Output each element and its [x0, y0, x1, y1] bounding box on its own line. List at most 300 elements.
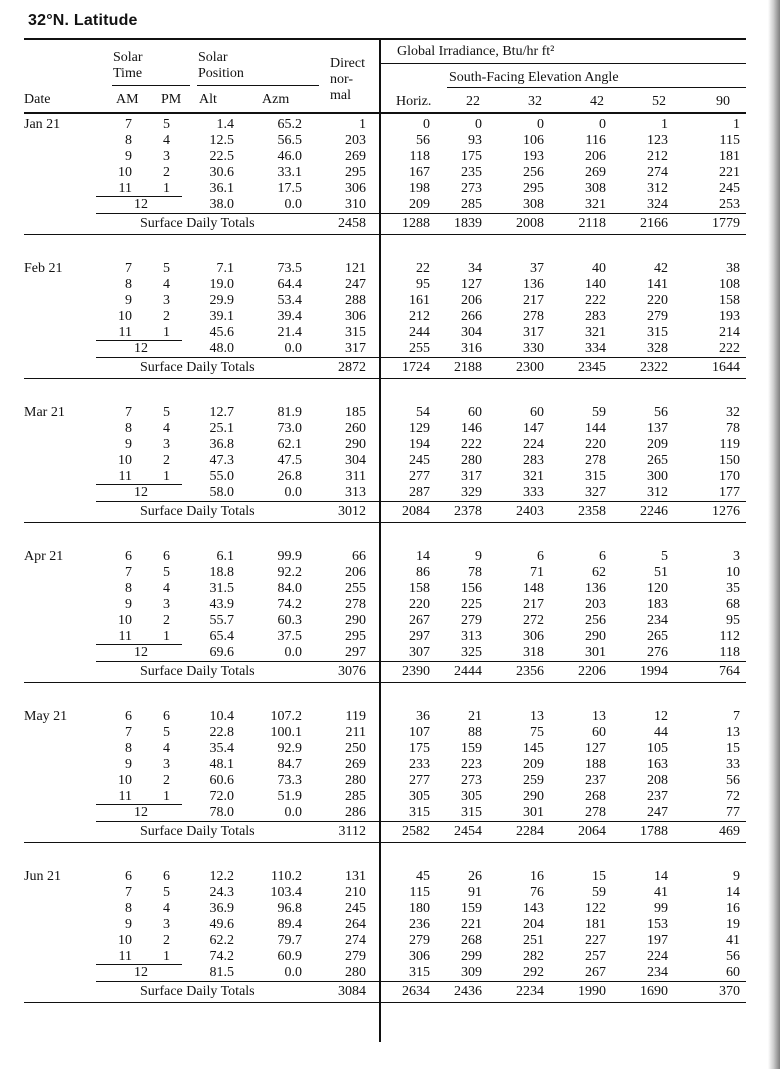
irradiance-value: 257	[585, 949, 606, 964]
direct-normal-value: 269	[345, 149, 366, 164]
solar-altitude: 69.6	[209, 645, 234, 660]
direct-normal-value: 247	[345, 277, 366, 292]
irradiance-value: 1	[733, 117, 740, 132]
direct-normal-value: 280	[345, 965, 366, 980]
horizontal-irradiance: 233	[409, 757, 430, 772]
irradiance-value: 148	[523, 581, 544, 596]
south-facing-header: South-Facing Elevation Angle	[449, 70, 619, 85]
irradiance-value: 301	[585, 645, 606, 660]
daily-total-value: 2300	[516, 360, 544, 375]
solar-position-header-line2: Position	[198, 66, 244, 81]
irradiance-value: 13	[726, 725, 740, 740]
daily-total-direct-normal: 2458	[338, 216, 366, 231]
daily-total-value: 2166	[640, 216, 668, 231]
azm-header: Azm	[262, 92, 290, 107]
pm-time: 5	[163, 565, 170, 580]
am-time: 9	[125, 917, 132, 932]
irradiance-value: 16	[530, 869, 544, 884]
am-time: 11	[118, 629, 132, 644]
solar-altitude: 36.9	[209, 901, 234, 916]
irradiance-value: 40	[592, 261, 606, 276]
solar-altitude: 12.2	[209, 869, 234, 884]
irradiance-value: 156	[461, 581, 482, 596]
irradiance-value: 237	[647, 789, 668, 804]
irradiance-value: 321	[523, 469, 544, 484]
irradiance-value: 34	[468, 261, 482, 276]
daily-total-value: 1994	[640, 664, 668, 679]
surface-daily-totals-label: Surface Daily Totals	[140, 360, 255, 375]
irradiance-value: 145	[523, 741, 544, 756]
solar-azimuth: 0.0	[284, 805, 302, 820]
month-bottom-rule	[24, 522, 746, 523]
irradiance-value: 158	[719, 293, 740, 308]
irradiance-value: 321	[585, 197, 606, 212]
irradiance-value: 15	[726, 741, 740, 756]
irradiance-value: 308	[585, 181, 606, 196]
am-time: 7	[125, 725, 132, 740]
irradiance-value: 265	[647, 453, 668, 468]
irradiance-value: 273	[461, 181, 482, 196]
irradiance-value: 204	[523, 917, 544, 932]
solar-azimuth: 21.4	[277, 325, 302, 340]
irradiance-value: 88	[468, 725, 482, 740]
horizontal-irradiance: 315	[409, 805, 430, 820]
solar-azimuth: 103.4	[270, 885, 302, 900]
daily-total-direct-normal: 2872	[338, 360, 366, 375]
solar-azimuth: 0.0	[284, 645, 302, 660]
daily-total-value: 2008	[516, 216, 544, 231]
daily-total-value: 1690	[640, 984, 668, 999]
solar-azimuth: 60.9	[277, 949, 302, 964]
daily-total-value: 2118	[578, 216, 606, 231]
irradiance-value: 76	[530, 885, 544, 900]
direct-normal-value: 274	[345, 933, 366, 948]
am-time: 10	[118, 453, 132, 468]
irradiance-value: 317	[523, 325, 544, 340]
am-time: 6	[125, 869, 132, 884]
direct-normal-value: 119	[345, 709, 366, 724]
irradiance-value: 299	[461, 949, 482, 964]
solar-azimuth: 65.2	[277, 117, 302, 132]
solar-position-header-line1: Solar	[198, 50, 228, 65]
solar-altitude: 48.1	[209, 757, 234, 772]
irradiance-value: 37	[530, 261, 544, 276]
surface-daily-totals-label: Surface Daily Totals	[140, 504, 255, 519]
solar-altitude: 30.6	[209, 165, 234, 180]
solar-altitude: 35.4	[209, 741, 234, 756]
totals-top-rule	[96, 501, 746, 502]
horizontal-irradiance: 115	[409, 885, 430, 900]
irradiance-value: 334	[585, 341, 606, 356]
horizontal-irradiance: 287	[409, 485, 430, 500]
horizontal-irradiance: 305	[409, 789, 430, 804]
solar-azimuth: 99.9	[277, 549, 302, 564]
pm-time: 4	[163, 741, 170, 756]
irradiance-value: 265	[647, 629, 668, 644]
daily-total-value: 1788	[640, 824, 668, 839]
solar-altitude: 55.0	[209, 469, 234, 484]
horizontal-irradiance: 175	[409, 741, 430, 756]
totals-top-rule	[96, 213, 746, 214]
am-time: 8	[125, 741, 132, 756]
direct-normal-value: 304	[345, 453, 366, 468]
daily-total-value: 370	[719, 984, 740, 999]
solar-azimuth: 92.9	[277, 741, 302, 756]
irradiance-value: 14	[726, 885, 740, 900]
solar-azimuth: 60.3	[277, 613, 302, 628]
totals-top-rule	[96, 981, 746, 982]
pm-time: 2	[163, 933, 170, 948]
solar-azimuth: 0.0	[284, 341, 302, 356]
solar-azimuth: 56.5	[277, 133, 302, 148]
irradiance-value: 118	[719, 645, 740, 660]
direct-normal-header-line3: mal	[330, 88, 351, 103]
solar-azimuth: 0.0	[284, 197, 302, 212]
irradiance-value: 7	[733, 709, 740, 724]
noon-time: 12	[134, 485, 148, 500]
direct-normal-value: 211	[345, 725, 366, 740]
horizontal-irradiance: 86	[416, 565, 430, 580]
pm-time: 1	[163, 629, 170, 644]
irradiance-value: 247	[647, 805, 668, 820]
irradiance-value: 193	[523, 149, 544, 164]
irradiance-value: 304	[461, 325, 482, 340]
irradiance-value: 276	[647, 645, 668, 660]
irradiance-value: 300	[647, 469, 668, 484]
irradiance-value: 163	[647, 757, 668, 772]
angle-header-52: 52	[652, 94, 666, 109]
pm-time: 4	[163, 133, 170, 148]
daily-total-value: 1779	[712, 216, 740, 231]
noon-time: 12	[134, 341, 148, 356]
horizontal-irradiance: 277	[409, 469, 430, 484]
solar-azimuth: 46.0	[277, 149, 302, 164]
am-time: 10	[118, 309, 132, 324]
am-time: 10	[118, 773, 132, 788]
solar-altitude: 74.2	[209, 949, 234, 964]
irradiance-value: 93	[468, 133, 482, 148]
solar-altitude: 47.3	[209, 453, 234, 468]
horizontal-irradiance: 129	[409, 421, 430, 436]
irradiance-value: 19	[726, 917, 740, 932]
surface-daily-totals-label: Surface Daily Totals	[140, 984, 255, 999]
horizontal-irradiance: 236	[409, 917, 430, 932]
irradiance-value: 159	[461, 741, 482, 756]
irradiance-value: 91	[468, 885, 482, 900]
irradiance-value: 56	[726, 949, 740, 964]
daily-total-value: 2322	[640, 360, 668, 375]
angle-header-22: 22	[466, 94, 480, 109]
daily-total-value: 2356	[516, 664, 544, 679]
horizontal-irradiance: 245	[409, 453, 430, 468]
irradiance-value: 223	[461, 757, 482, 772]
pm-time: 4	[163, 277, 170, 292]
solar-azimuth: 47.5	[277, 453, 302, 468]
pm-time: 6	[163, 709, 170, 724]
surface-daily-totals-label: Surface Daily Totals	[140, 216, 255, 231]
noon-time: 12	[134, 197, 148, 212]
irradiance-value: 330	[523, 341, 544, 356]
irradiance-value: 0	[475, 117, 482, 132]
irradiance-value: 144	[585, 421, 606, 436]
solar-azimuth: 17.5	[277, 181, 302, 196]
direct-normal-value: 310	[345, 197, 366, 212]
irradiance-value: 183	[647, 597, 668, 612]
solar-azimuth: 53.4	[277, 293, 302, 308]
irradiance-value: 278	[523, 309, 544, 324]
solar-position-rule	[197, 85, 319, 86]
irradiance-value: 21	[468, 709, 482, 724]
horizontal-irradiance: 0	[423, 117, 430, 132]
irradiance-value: 78	[468, 565, 482, 580]
irradiance-value: 237	[585, 773, 606, 788]
irradiance-value: 206	[461, 293, 482, 308]
am-time: 6	[125, 709, 132, 724]
solar-azimuth: 0.0	[284, 965, 302, 980]
daily-total-value: 1288	[402, 216, 430, 231]
irradiance-value: 72	[726, 789, 740, 804]
am-time: 11	[118, 789, 132, 804]
horizontal-irradiance: 118	[409, 149, 430, 164]
pm-time: 2	[163, 773, 170, 788]
irradiance-value: 217	[523, 597, 544, 612]
irradiance-value: 278	[585, 805, 606, 820]
irradiance-value: 279	[461, 613, 482, 628]
irradiance-value: 317	[461, 469, 482, 484]
pm-time: 1	[163, 949, 170, 964]
irradiance-value: 209	[523, 757, 544, 772]
solar-azimuth: 81.9	[277, 405, 302, 420]
direct-normal-value: 311	[345, 469, 366, 484]
scan-edge-shadow	[768, 0, 780, 1069]
direct-normal-value: 203	[345, 133, 366, 148]
surface-daily-totals-label: Surface Daily Totals	[140, 664, 255, 679]
pm-time: 2	[163, 613, 170, 628]
irradiance-value: 41	[654, 885, 668, 900]
am-time: 7	[125, 885, 132, 900]
irradiance-value: 315	[585, 469, 606, 484]
irradiance-value: 282	[523, 949, 544, 964]
daily-total-direct-normal: 3112	[338, 824, 366, 839]
irradiance-value: 234	[647, 965, 668, 980]
irradiance-value: 175	[461, 149, 482, 164]
irradiance-value: 324	[647, 197, 668, 212]
surface-daily-totals-label: Surface Daily Totals	[140, 824, 255, 839]
irradiance-value: 290	[585, 629, 606, 644]
solar-azimuth: 39.4	[277, 309, 302, 324]
horizontal-irradiance: 212	[409, 309, 430, 324]
irradiance-value: 127	[585, 741, 606, 756]
irradiance-value: 181	[585, 917, 606, 932]
horiz-header: Horiz.	[396, 94, 432, 109]
irradiance-value: 325	[461, 645, 482, 660]
solar-azimuth: 96.8	[277, 901, 302, 916]
irradiance-value: 150	[719, 453, 740, 468]
solar-altitude: 25.1	[209, 421, 234, 436]
solar-altitude: 81.5	[209, 965, 234, 980]
irradiance-value: 235	[461, 165, 482, 180]
irradiance-value: 9	[733, 869, 740, 884]
direct-normal-value: 250	[345, 741, 366, 756]
daily-total-value: 469	[719, 824, 740, 839]
irradiance-value: 259	[523, 773, 544, 788]
irradiance-value: 181	[719, 149, 740, 164]
direct-normal-value: 1	[359, 117, 366, 132]
irradiance-value: 123	[647, 133, 668, 148]
direct-normal-value: 317	[345, 341, 366, 356]
solar-altitude: 38.0	[209, 197, 234, 212]
pm-time: 4	[163, 901, 170, 916]
irradiance-value: 225	[461, 597, 482, 612]
direct-normal-value: 306	[345, 181, 366, 196]
direct-normal-value: 210	[345, 885, 366, 900]
solar-altitude: 45.6	[209, 325, 234, 340]
totals-top-rule	[96, 357, 746, 358]
noon-time: 12	[134, 645, 148, 660]
pm-time: 1	[163, 469, 170, 484]
noon-time: 12	[134, 965, 148, 980]
irradiance-value: 290	[523, 789, 544, 804]
pm-time: 4	[163, 421, 170, 436]
direct-normal-value: 206	[345, 565, 366, 580]
header-bottom-rule	[24, 112, 746, 114]
solar-altitude: 36.8	[209, 437, 234, 452]
irradiance-value: 266	[461, 309, 482, 324]
pm-time: 1	[163, 789, 170, 804]
daily-total-value: 1276	[712, 504, 740, 519]
irradiance-value: 60	[726, 965, 740, 980]
am-time: 8	[125, 581, 132, 596]
horizontal-irradiance: 198	[409, 181, 430, 196]
solar-altitude: 24.3	[209, 885, 234, 900]
am-time: 11	[118, 181, 132, 196]
direct-normal-value: 255	[345, 581, 366, 596]
irradiance-value: 44	[654, 725, 668, 740]
irradiance-value: 71	[530, 565, 544, 580]
solar-altitude: 36.1	[209, 181, 234, 196]
solar-time-header-line1: Solar	[113, 50, 143, 65]
date-label: Jun 21	[24, 869, 61, 884]
am-time: 6	[125, 549, 132, 564]
horizontal-irradiance: 14	[416, 549, 430, 564]
daily-total-value: 1990	[578, 984, 606, 999]
irradiance-value: 268	[585, 789, 606, 804]
irradiance-value: 273	[461, 773, 482, 788]
irradiance-value: 251	[523, 933, 544, 948]
direct-normal-value: 278	[345, 597, 366, 612]
solar-azimuth: 84.0	[277, 581, 302, 596]
solar-altitude: 72.0	[209, 789, 234, 804]
am-time: 9	[125, 437, 132, 452]
am-time: 7	[125, 405, 132, 420]
irradiance-value: 269	[585, 165, 606, 180]
solar-azimuth: 79.7	[277, 933, 302, 948]
irradiance-value: 16	[726, 901, 740, 916]
solar-altitude: 6.1	[216, 549, 234, 564]
pm-time: 3	[163, 757, 170, 772]
solar-altitude: 22.5	[209, 149, 234, 164]
solar-time-rule	[112, 85, 190, 86]
irradiance-value: 274	[647, 165, 668, 180]
direct-normal-value: 285	[345, 789, 366, 804]
irradiance-value: 122	[585, 901, 606, 916]
pm-time: 4	[163, 581, 170, 596]
irradiance-value: 170	[719, 469, 740, 484]
month-bottom-rule	[24, 234, 746, 235]
pm-time: 2	[163, 165, 170, 180]
solar-altitude: 55.7	[209, 613, 234, 628]
irradiance-value: 316	[461, 341, 482, 356]
table-top-rule	[24, 38, 746, 40]
irradiance-value: 59	[592, 405, 606, 420]
daily-total-value: 2390	[402, 664, 430, 679]
pm-time: 5	[163, 405, 170, 420]
date-header: Date	[24, 92, 51, 107]
irradiance-value: 234	[647, 613, 668, 628]
irradiance-value: 106	[523, 133, 544, 148]
irradiance-value: 305	[461, 789, 482, 804]
horizontal-irradiance: 45	[416, 869, 430, 884]
horizontal-irradiance: 56	[416, 133, 430, 148]
date-label: May 21	[24, 709, 68, 724]
solar-azimuth: 73.5	[277, 261, 302, 276]
pm-time: 6	[163, 869, 170, 884]
irradiance-value: 116	[585, 133, 606, 148]
irradiance-value: 272	[523, 613, 544, 628]
pm-time: 5	[163, 725, 170, 740]
irradiance-value: 120	[647, 581, 668, 596]
irradiance-value: 136	[585, 581, 606, 596]
direct-normal-value: 280	[345, 773, 366, 788]
irradiance-value: 119	[719, 437, 740, 452]
irradiance-value: 60	[468, 405, 482, 420]
irradiance-value: 256	[523, 165, 544, 180]
solar-azimuth: 37.5	[277, 629, 302, 644]
daily-total-value: 2084	[402, 504, 430, 519]
direct-normal-value: 279	[345, 949, 366, 964]
solar-altitude: 62.2	[209, 933, 234, 948]
irradiance-value: 56	[726, 773, 740, 788]
am-time: 7	[125, 565, 132, 580]
irradiance-value: 333	[523, 485, 544, 500]
irradiance-value: 60	[530, 405, 544, 420]
pm-time: 3	[163, 149, 170, 164]
irradiance-value: 222	[585, 293, 606, 308]
solar-azimuth: 0.0	[284, 485, 302, 500]
direct-normal-value: 269	[345, 757, 366, 772]
date-label: Feb 21	[24, 261, 63, 276]
horizontal-irradiance: 307	[409, 645, 430, 660]
irradiance-value: 306	[523, 629, 544, 644]
solar-altitude: 43.9	[209, 597, 234, 612]
horizontal-irradiance: 220	[409, 597, 430, 612]
direct-normal-value: 315	[345, 325, 366, 340]
am-time: 11	[118, 469, 132, 484]
irradiance-value: 112	[719, 629, 740, 644]
direct-normal-header-line2: nor-	[330, 72, 354, 87]
angle-header-32: 32	[528, 94, 542, 109]
irradiance-value: 222	[719, 341, 740, 356]
horizontal-irradiance: 297	[409, 629, 430, 644]
pm-time: 2	[163, 453, 170, 468]
am-time: 10	[118, 165, 132, 180]
irradiance-value: 283	[585, 309, 606, 324]
am-time: 10	[118, 613, 132, 628]
pm-time: 3	[163, 293, 170, 308]
irradiance-value: 327	[585, 485, 606, 500]
irradiance-value: 0	[599, 117, 606, 132]
solar-altitude: 12.7	[209, 405, 234, 420]
